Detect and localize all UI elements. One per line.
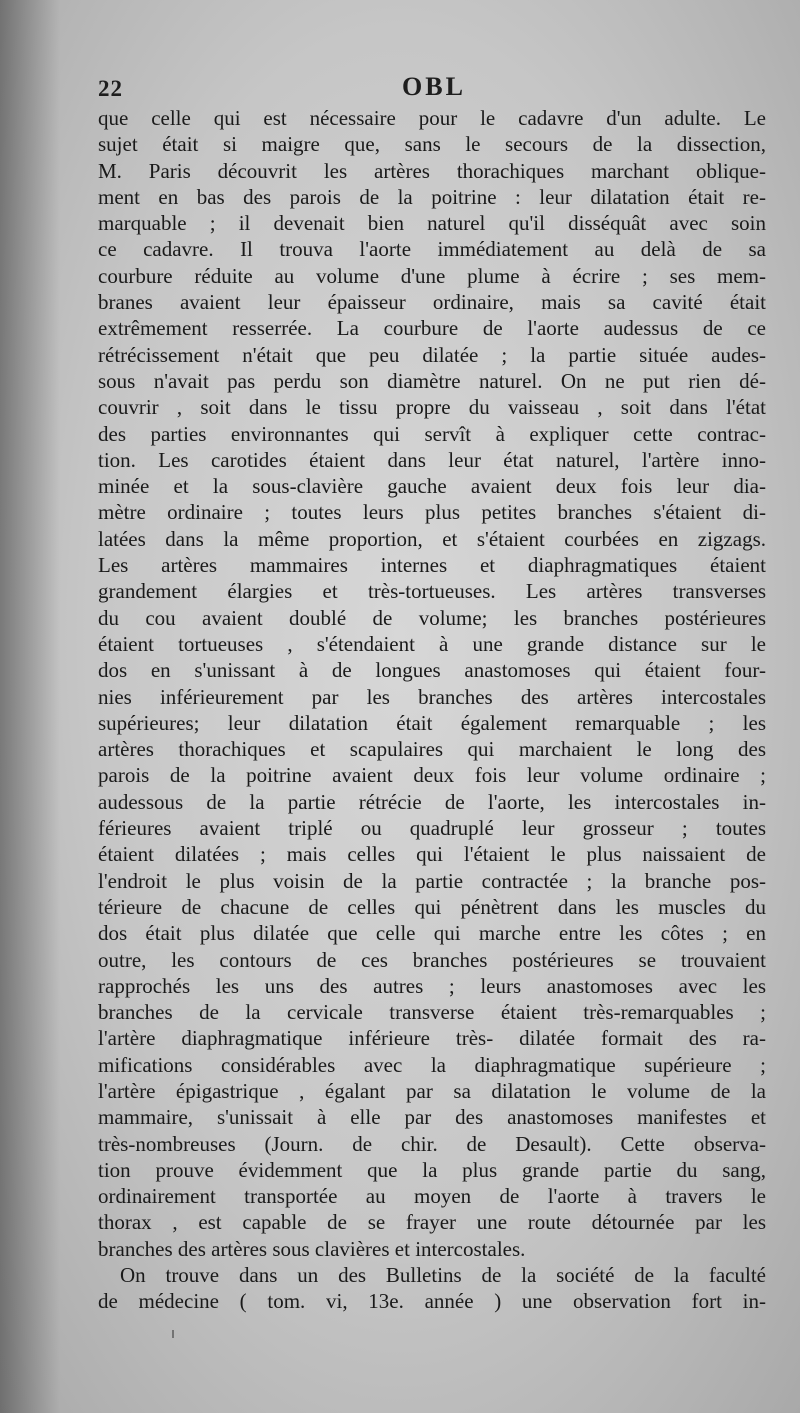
text-line: étaient dilatées ; mais celles qui l'étaient le plus naissaient de [98,842,766,867]
text-line: ordinairement transportée au moyen de l'aorte à travers le [98,1184,766,1209]
text-line: supérieures; leur dilatation était également remarquable ; les [98,710,766,735]
text-line: ment en bas des parois de la poitrine : leur dilatation était re- [98,184,766,209]
text-line: parois de la poitrine avaient deux fois leur volume ordinaire ; [98,763,766,788]
text-line: l'endroit le plus voisin de la partie contractée ; la branche pos- [98,868,766,893]
text-line: couvrir , soit dans le tissu propre du vaisseau , soit dans l'état [98,395,766,420]
text-line: térieure de chacune de celles qui pénètrent dans les muscles du [98,894,766,919]
text-line: rétrécissement n'était que peu dilatée ; la partie située audes- [98,342,766,367]
text-line: très-nombreuses (Journ. de chir. de Desault). Cette observa- [98,1131,766,1156]
text-line: l'artère épigastrique , égalant par sa dilatation le volume de la [98,1078,766,1103]
text-line: dos était plus dilatée que celle qui marche entre les côtes ; en [98,921,766,946]
text-line: férieures avaient triplé ou quadruplé leur grosseur ; toutes [98,816,766,841]
text-line: ce cadavre. Il trouva l'aorte immédiatement au delà de sa [98,237,766,262]
text-line: l'artère diaphragmatique inférieure très- dilatée formait des ra- [98,1026,766,1051]
text-line: rapprochés les uns des autres ; leurs anastomoses avec les [98,973,766,998]
running-head: OBL [402,72,466,101]
text-line: courbure réduite au volume d'une plume à écrire ; ses mem- [98,263,766,288]
text-line: des parties environnantes qui servît à expliquer cette contrac- [98,421,766,446]
text-line: tion prouve évidemment que la plus grande partie du sang, [98,1157,766,1182]
text-line: latées dans la même proportion, et s'étaient courbées en zigzags. [98,526,766,551]
text-line: que celle qui est nécessaire pour le cadavre d'un adulte. Le [98,106,766,130]
text-line: mètre ordinaire ; toutes leurs plus petites branches s'étaient di- [98,500,766,525]
text-line: outre, les contours de ces branches postérieures se trouvaient [98,947,766,972]
text-line: nies inférieurement par les branches des artères intercostales [98,684,766,709]
text-line: dos en s'unissant à de longues anastomoses qui étaient four- [98,658,766,683]
text-line: sous n'avait pas perdu son diamètre naturel. On ne put rien dé- [98,368,766,393]
page-blemish [172,1330,174,1338]
text-line: branches de la cervicale transverse étaient très-remarquables ; [98,1000,766,1025]
text-line: artères thorachiques et scapulaires qui marchaient le long des [98,737,766,762]
text-line: marquable ; il devenait bien naturel qu'il disséquât avec soin [98,211,766,236]
text-line: tion. Les carotides étaient dans leur état naturel, l'artère inno- [98,447,766,472]
text-line: sujet était si maigre que, sans le secours de la dissection, [98,132,766,157]
text-line: audessous de la partie rétrécie de l'aorte, les intercostales in- [98,789,766,814]
page-header [98,72,740,108]
text-line: du cou avaient doublé de volume; les branches postérieures [98,605,766,630]
text-line: Les artères mammaires internes et diaphragmatiques étaient [98,553,766,578]
page-number: 22 [98,76,123,101]
text-line: grandement élargies et très-tortueuses. Les artères transverses [98,579,766,604]
body-text [98,105,766,1315]
text-line: M. Paris découvrit les artères thorachiques marchant oblique- [98,158,766,183]
text-line: mifications considérables avec la diaphragmatique supérieure ; [98,1052,766,1077]
text-line: thorax , est capable de se frayer une route détournée par les [98,1210,766,1235]
text-line: étaient tortueuses , s'étendaient à une grande distance sur le [98,631,766,656]
text-line: extrêmement resserrée. La courbure de l'aorte audessus de ce [98,316,766,341]
text-line: minée et la sous-clavière gauche avaient deux fois leur dia- [98,474,766,499]
paragraph-start-line: On trouve dans un des Bulletins de la société de la faculté [120,1263,766,1288]
text-line: de médecine ( tom. vi, 13e. année ) une observation fort in- [98,1289,766,1314]
paragraph-end-line: branches des artères sous clavières et intercostales. [98,1236,526,1261]
text-line: mammaire, s'unissait à elle par des anastomoses manifestes et [98,1105,766,1130]
text-line: branes avaient leur épaisseur ordinaire, mais sa cavité était [98,290,766,315]
